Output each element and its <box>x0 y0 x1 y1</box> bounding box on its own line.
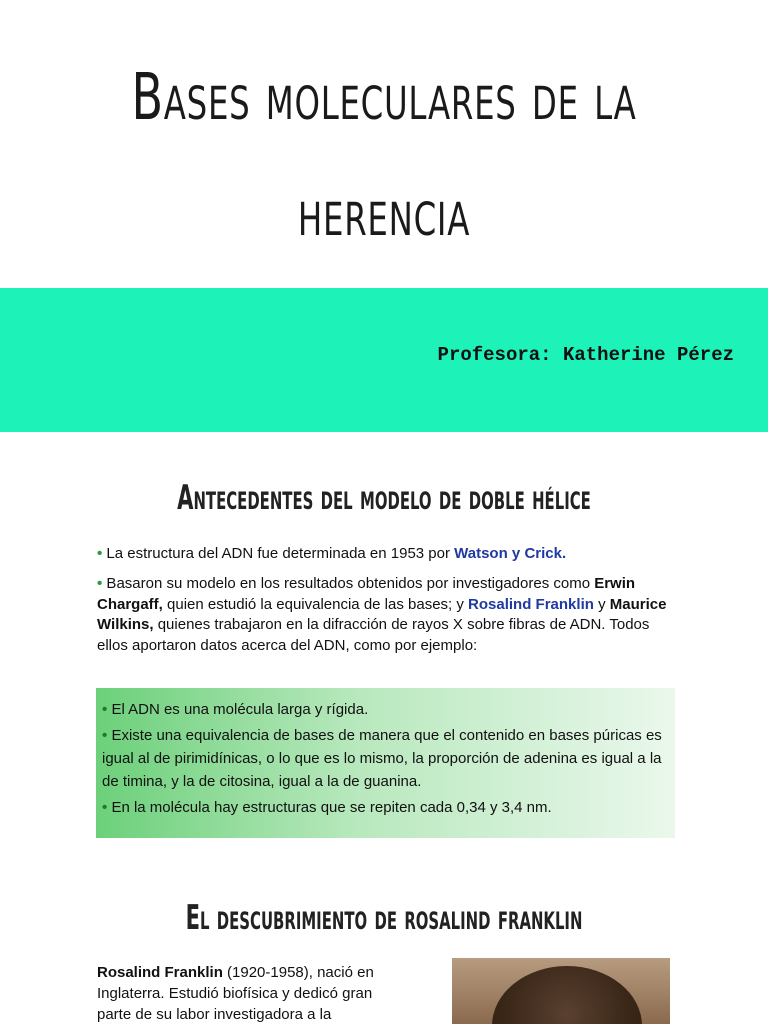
bullet: • <box>102 799 108 816</box>
list-item-text: Existe una equivalencia de bases de manera que el contenido en bases púricas es igual al de pirimidínicas, o lo que es lo mismo, la proporción de adenina es igual a la de timina, y la de citosina, igual a la de guanina. <box>102 727 662 790</box>
franklin-bio <box>97 962 397 1025</box>
franklin-name: Rosalind Franklin <box>468 595 594 613</box>
bullet: • <box>102 701 108 718</box>
section-heading-franklin: El descubrimiento de rosalind franklin <box>185 898 583 938</box>
paragraph-text: quien estudió la equivalencia de las bases; y <box>162 595 469 613</box>
paragraph-text: quienes trabajaron en la difracción de rayos X sobre fibras de ADN. Todos ellos aportaron datos acerca del ADN, como por ejemplo: <box>97 616 650 654</box>
title-line-1: Bases moleculares de la <box>131 61 637 135</box>
franklin-bio-name: Rosalind Franklin <box>97 964 223 981</box>
wilkins-name: Maurice Wilkins, <box>97 595 667 633</box>
section-heading-antecedentes: Antecedentes del modelo de doble hélice <box>177 478 591 518</box>
page-title <box>108 40 661 272</box>
bullet: • <box>97 575 103 592</box>
paragraph-text: y <box>593 595 610 613</box>
watson-crick-name: Watson y Crick. <box>454 545 567 562</box>
portrait-image <box>492 966 642 1024</box>
teacher-name: Profesora: Katherine Pérez <box>437 344 734 366</box>
bullet: • <box>97 545 103 562</box>
list-item <box>102 796 669 819</box>
paragraph-structure <box>97 544 682 565</box>
teacher-banner <box>0 288 768 432</box>
list-item-text: El ADN es una molécula larga y rígida. <box>111 701 369 718</box>
paragraph-researchers <box>97 574 682 656</box>
title-line-2: herencia <box>297 177 471 251</box>
bullet: • <box>102 727 108 744</box>
franklin-photo <box>452 958 670 1024</box>
paragraph-text: Basaron su modelo en los resultados obtenidos por investigadores como <box>102 575 595 592</box>
paragraph-text: La estructura del ADN fue determinada en 1953 por <box>102 545 455 562</box>
franklin-bio-text: (1920-1958), nació en Inglaterra. Estudió biofísica y dedicó gran parte de su labor investigadora a la <box>97 964 374 1023</box>
list-item <box>102 724 669 793</box>
facts-list <box>96 688 675 819</box>
list-item-text: En la molécula hay estructuras que se repiten cada 0,34 y 3,4 nm. <box>111 799 552 816</box>
list-item <box>102 698 669 721</box>
chargaff-name: Erwin Chargaff, <box>97 575 636 613</box>
facts-box <box>96 688 675 838</box>
